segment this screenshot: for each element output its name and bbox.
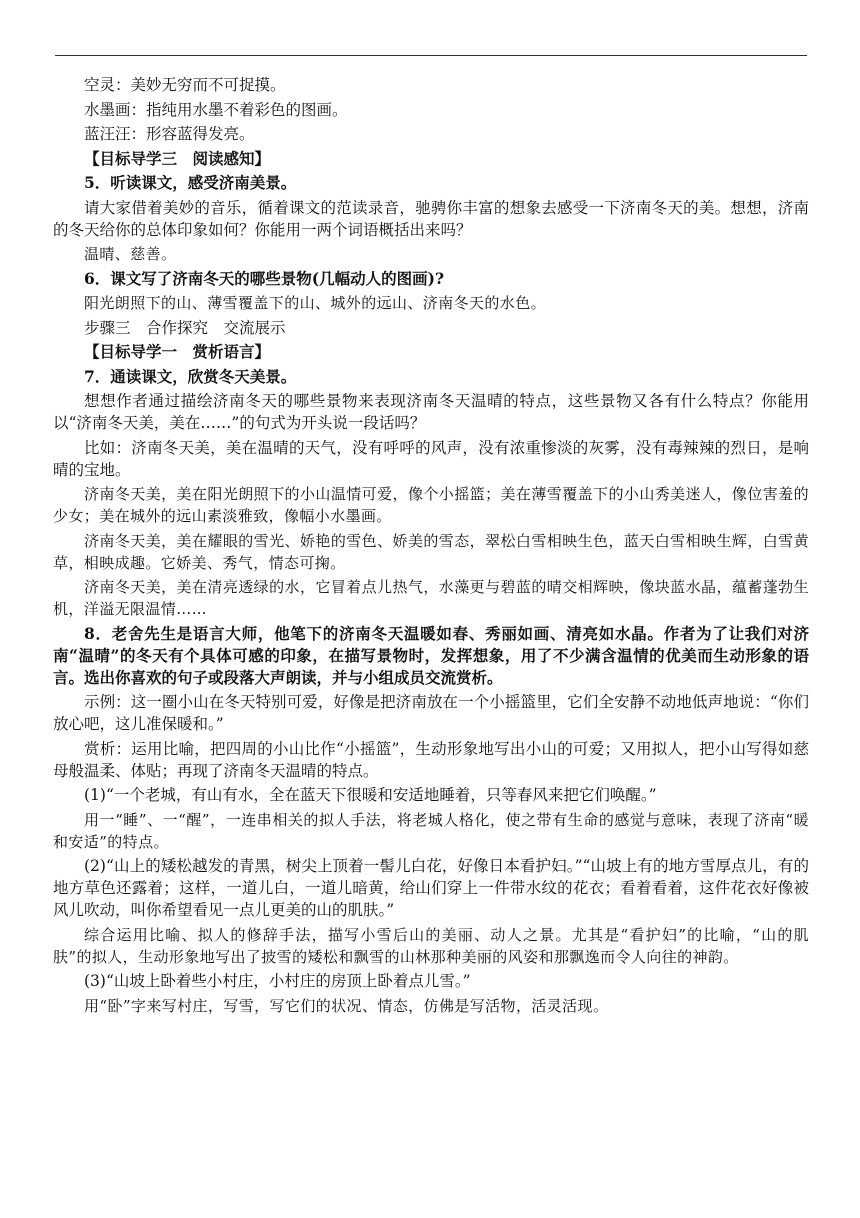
glossary-entry: 蓝汪汪：形容蓝得发亮。 [84,125,255,143]
question-title: 7．通读课文，欣赏冬天美景。 [84,366,297,386]
question-title: 8．老舍先生是语言大师，他笔下的济南冬天温暖如春、秀丽如画、清亮如水晶。作者为了让我们对济南“温晴”的冬天有个具体可感的印象，在描写景物时，发挥想象，用了不少满含温情的优美而生动形象的语言。选出你喜欢的句子或段落大声朗读，并与小组成员交流赏析。 [53,623,809,687]
document-body [53,74,809,1019]
question-prompt: 想想作者通过描绘济南冬天的哪些景物来表现济南冬天温晴的特点，这些景物又各有什么特点？你能用以“济南冬天美，美在……”的句式为开头说一段话吗？ [53,392,809,432]
step-heading: 步骤三 合作探究 交流展示 [84,318,286,337]
section-heading: 【目标导学一 赏析语言】 [84,342,271,361]
question-answer: 济南冬天美，美在阳光朗照下的小山温情可爱，像个小摇篮；美在薄雪覆盖下的小山秀美迷人，像位害羞的少女；美在城外的远山素淡雅致，像幅小水墨画。 [53,485,809,525]
question-answer: 济南冬天美，美在耀眼的雪光、娇艳的雪色、娇美的雪态，翠松白雪相映生色，蓝天白雪相映生辉，白雪黄草，相映成趣。它娇美、秀气，情态可掬。 [53,531,809,572]
question-answer: 阳光朗照下的山、薄雪覆盖下的山、城外的远山、济南冬天的水色。 [84,294,547,312]
question-answer: 温晴、慈善。 [84,245,177,263]
quote-item: (2)“山上的矮松越发的青黑，树尖上顶着一髻儿白花，好像日本看护妇。”“山坡上有的地方雪厚点儿，有的地方草色还露着；这样，一道儿白，一道儿暗黄，给山们穿上一件带水纹的花衣；看着看着，这件花衣好像被风儿吹动，叫你希望看见一点儿更美的山的肌肤。” [53,857,809,919]
quote-item: (1)“一个老城，有山有水，全在蓝天下很暖和安适地睡着，只等春风来把它们唤醒。” [84,786,657,804]
question-answer: 用“卧”字来写村庄，写雪，写它们的状况、情态，仿佛是写活物，活灵活现。 [84,996,609,1015]
analysis-text: 赏析：运用比喻，把四周的小山比作“小摇篮”，生动形象地写出小山的可爱；又用拟人，把小山写得如慈母般温柔、体贴；再现了济南冬天温晴的特点。 [53,739,809,780]
section-heading: 【目标导学三 阅读感知】 [84,148,271,168]
example-text: 示例：这一圈小山在冬天特别可爱，好像是把济南放在一个小摇篮里，它们全安静不动地低声地说：“你们放心吧，这儿准保暖和。” [53,693,809,733]
quote-item: (3)“山坡上卧着些小村庄，小村庄的房顶上卧着点儿雪。” [84,972,471,990]
glossary-entry: 水墨画：指纯用水墨不着彩色的图画。 [84,100,348,119]
question-answer: 济南冬天美，美在清亮透绿的水，它冒着点儿热气，水藻更与碧蓝的晴交相辉映，像块蓝水晶，蕴蓄蓬勃生机，洋溢无限温情…… [53,578,809,618]
question-title: 5．听读课文，感受济南美景。 [84,173,297,192]
question-prompt: 请大家借着美妙的音乐，循着课文的范读录音，驰骋你丰富的想象去感受一下济南冬天的美。想想，济南的冬天给你的总体印象如何？你能用一两个词语概括出来吗？ [53,198,809,239]
glossary-entry: 空灵：美妙无穷而不可捉摸。 [84,76,286,94]
example-text: 比如：济南冬天美，美在温晴的天气，没有呼呼的风声，没有浓重惨淡的灰雾，没有毒辣辣的烈日，是响晴的宝地。 [53,438,809,479]
question-answer: 用一“睡”、一“醒”，一连串相关的拟人手法，将老城人格化，使之带有生命的感觉与意味，表现了济南“暖和安适”的特点。 [53,810,809,851]
header-rule [55,55,807,56]
question-answer: 综合运用比喻、拟人的修辞手法，描写小雪后山的美丽、动人之景。尤其是“看护妇”的比喻，“山的肌肤”的拟人，生动形象地写出了披雪的矮松和飘雪的山林那种美丽的风姿和那飘逸而令人向往的神韵。 [53,925,809,966]
question-title: 6．课文写了济南冬天的哪些景物(几幅动人的图画)? [84,268,445,288]
